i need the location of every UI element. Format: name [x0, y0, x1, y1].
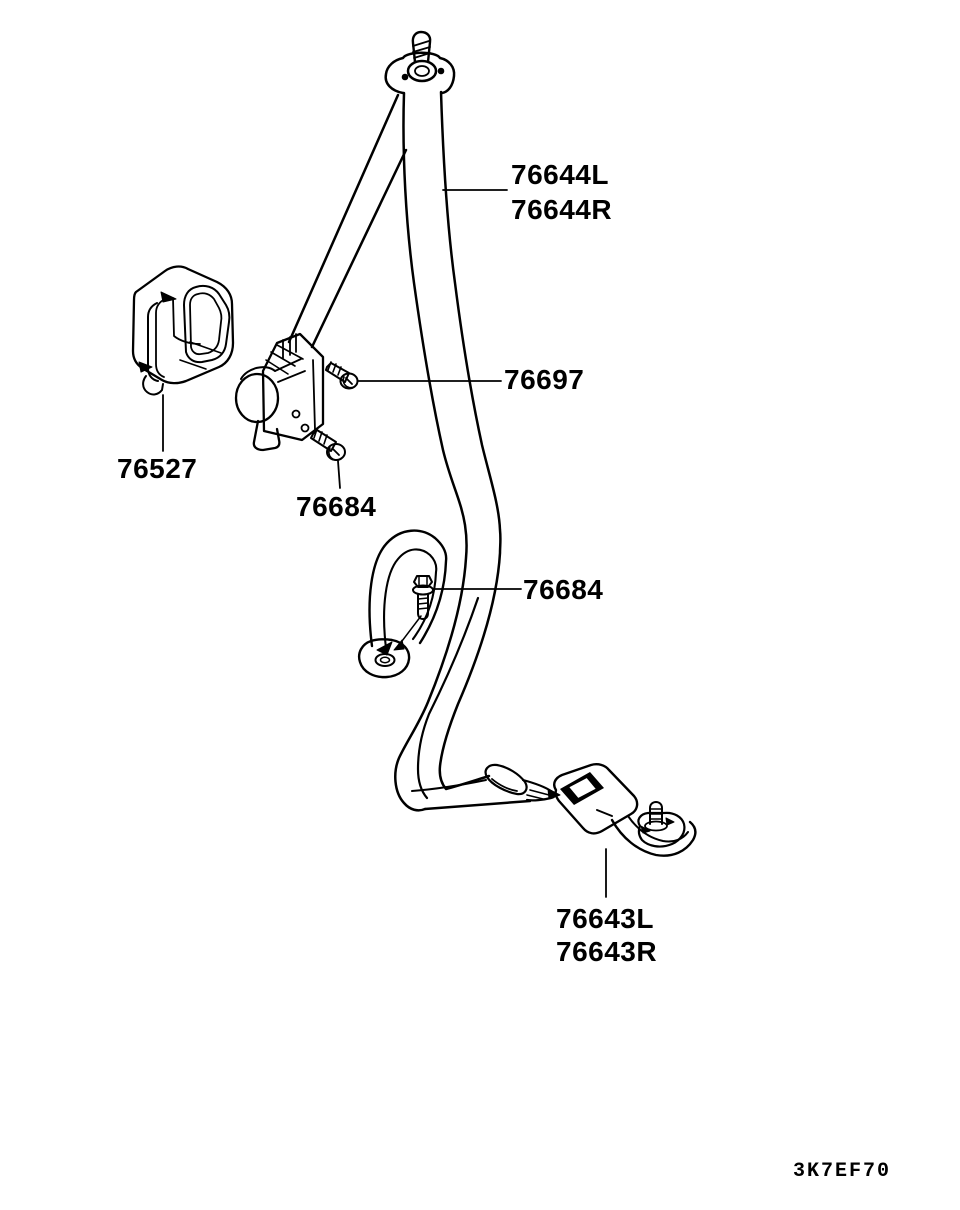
- anchor-bolt-icon: [413, 576, 433, 619]
- buckle-assembly: [554, 764, 695, 855]
- label-retractor-cover: [117, 451, 197, 486]
- belt-tongue-plate: [486, 765, 560, 801]
- label-guide-screw: [504, 362, 584, 397]
- part-number-76527: 76527: [117, 453, 198, 484]
- top-anchor-bolt-icon: [413, 32, 430, 62]
- part-number-76644L: 76644L: [511, 159, 609, 190]
- part-number-76697: 76697: [504, 364, 585, 395]
- part-number-76643R: 76643R: [556, 936, 658, 967]
- part-number-76684-upper: 76684: [296, 491, 377, 522]
- part-number-76684-mid: 76684: [523, 574, 604, 605]
- top-anchor-plate: [386, 53, 454, 93]
- lap-anchor-loop: [359, 531, 446, 677]
- leader-lines: [163, 190, 606, 897]
- part-number-76644R: 76644R: [511, 194, 613, 225]
- retractor-assembly: [236, 334, 323, 450]
- label-retractor-bolt: [296, 489, 376, 524]
- label-anchor-bolt: [523, 572, 603, 607]
- label-shoulder-belt: [511, 157, 612, 227]
- guide-screw-icon: [326, 362, 358, 389]
- retractor-bolt-icon: [311, 429, 345, 460]
- drawing-code: 3K7EF70: [793, 1160, 892, 1183]
- retractor-cover-part: [133, 267, 233, 395]
- label-buckle: [556, 902, 657, 968]
- part-number-76643L: 76643L: [556, 903, 654, 934]
- shoulder-belt-webbing: [289, 92, 530, 810]
